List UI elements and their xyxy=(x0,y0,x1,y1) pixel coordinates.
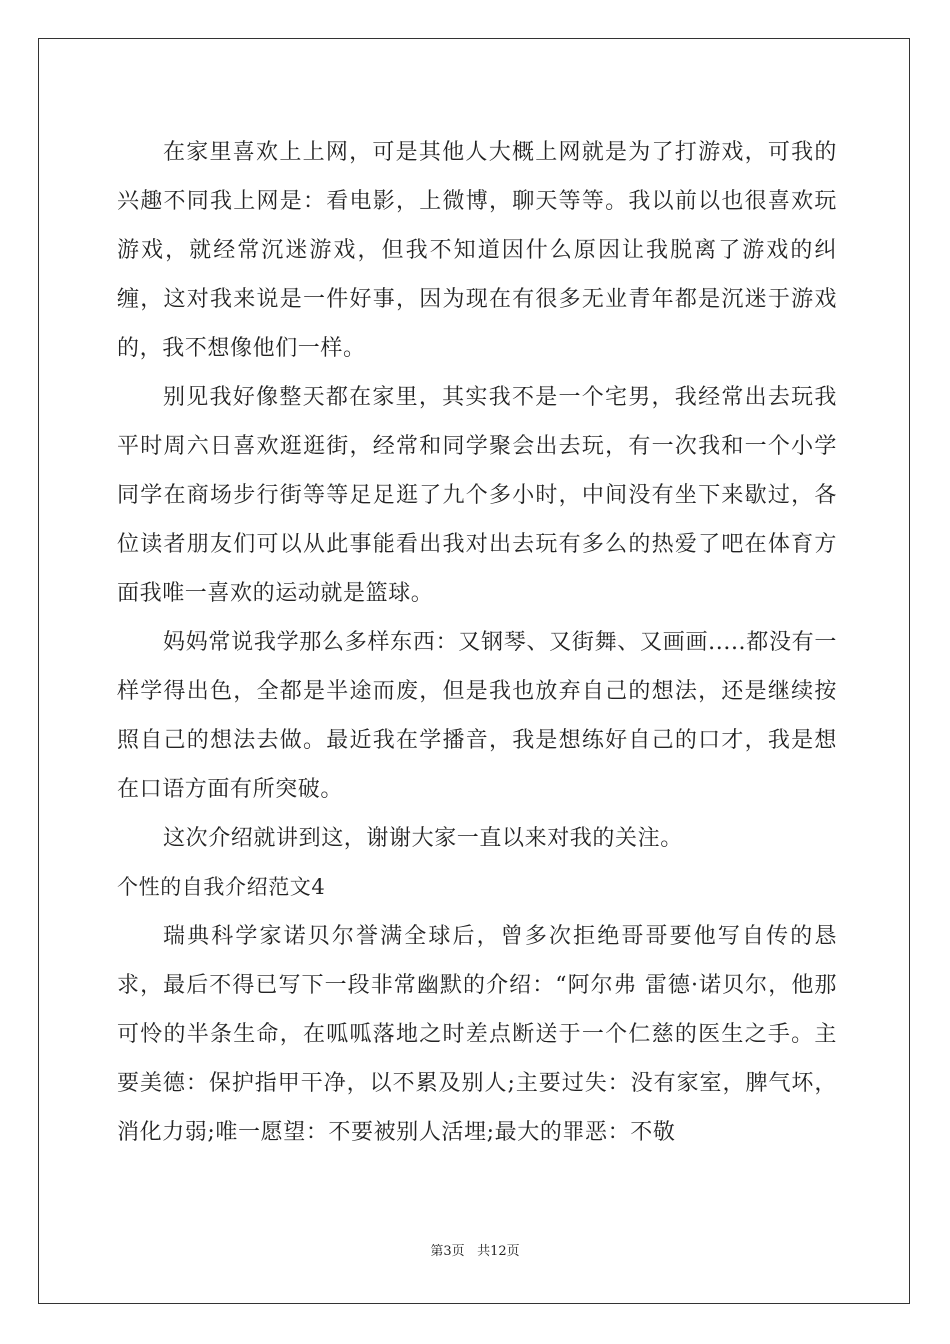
section-heading: 个性的自我介绍范文4 xyxy=(117,875,326,899)
document-body xyxy=(117,128,837,1157)
paragraph-5: 瑞典科学家诺贝尔誉满全球后，曾多次拒绝哥哥要他写自传的恳求，最后不得已写下一段非常幽默的介绍：“阿尔弗 雷德·诺贝尔，他那可怜的半条生命，在呱呱落地之时差点断送于一个仁慈的医生之手。主要美德：保护指甲干净，以不累及别人;主要过失：没有家室，脾气坏， 消化力弱;唯一愿望：不要被别人活埋;最大的罪恶：不敬 xyxy=(117,924,837,1145)
page-footer xyxy=(0,1240,950,1259)
page-number: 第3页 xyxy=(430,1244,465,1259)
paragraph-3: 妈妈常说我学那么多样东西：又钢琴、又街舞、又画画.....都没有一样学得出色，全都是半途而废，但是我也放弃自己的想法，还是继续按照自己的想法去做。最近我在学播音，我是想练好自己的口才，我是想在口语方面有所突破。 xyxy=(117,630,837,802)
paragraph-2: 别见我好像整天都在家里，其实我不是一个宅男，我经常出去玩我平时周六日喜欢逛逛街，经常和同学聚会出去玩，有一次我和一个小学同学在商场步行街等等足足逛了九个多小时，中间没有坐下来歇过，各位读者朋友们可以从此事能看出我对出去玩有多么的热爱了吧在体育方面我唯一喜欢的运动就是篮球。 xyxy=(117,385,837,606)
page-total: 共12页 xyxy=(477,1244,520,1259)
paragraph-1: 在家里喜欢上上网，可是其他人大概上网就是为了打游戏，可我的兴趣不同我上网是：看电影，上微博，聊天等等。我以前以也很喜欢玩游戏，就经常沉迷游戏，但我不知道因什么原因让我脱离了游戏的纠缠，这对我来说是一件好事，因为现在有很多无业青年都是沉迷于游戏的，我不想像他们一样。 xyxy=(117,140,837,361)
paragraph-4: 这次介绍就讲到这，谢谢大家一直以来对我的关注。 xyxy=(163,826,683,851)
